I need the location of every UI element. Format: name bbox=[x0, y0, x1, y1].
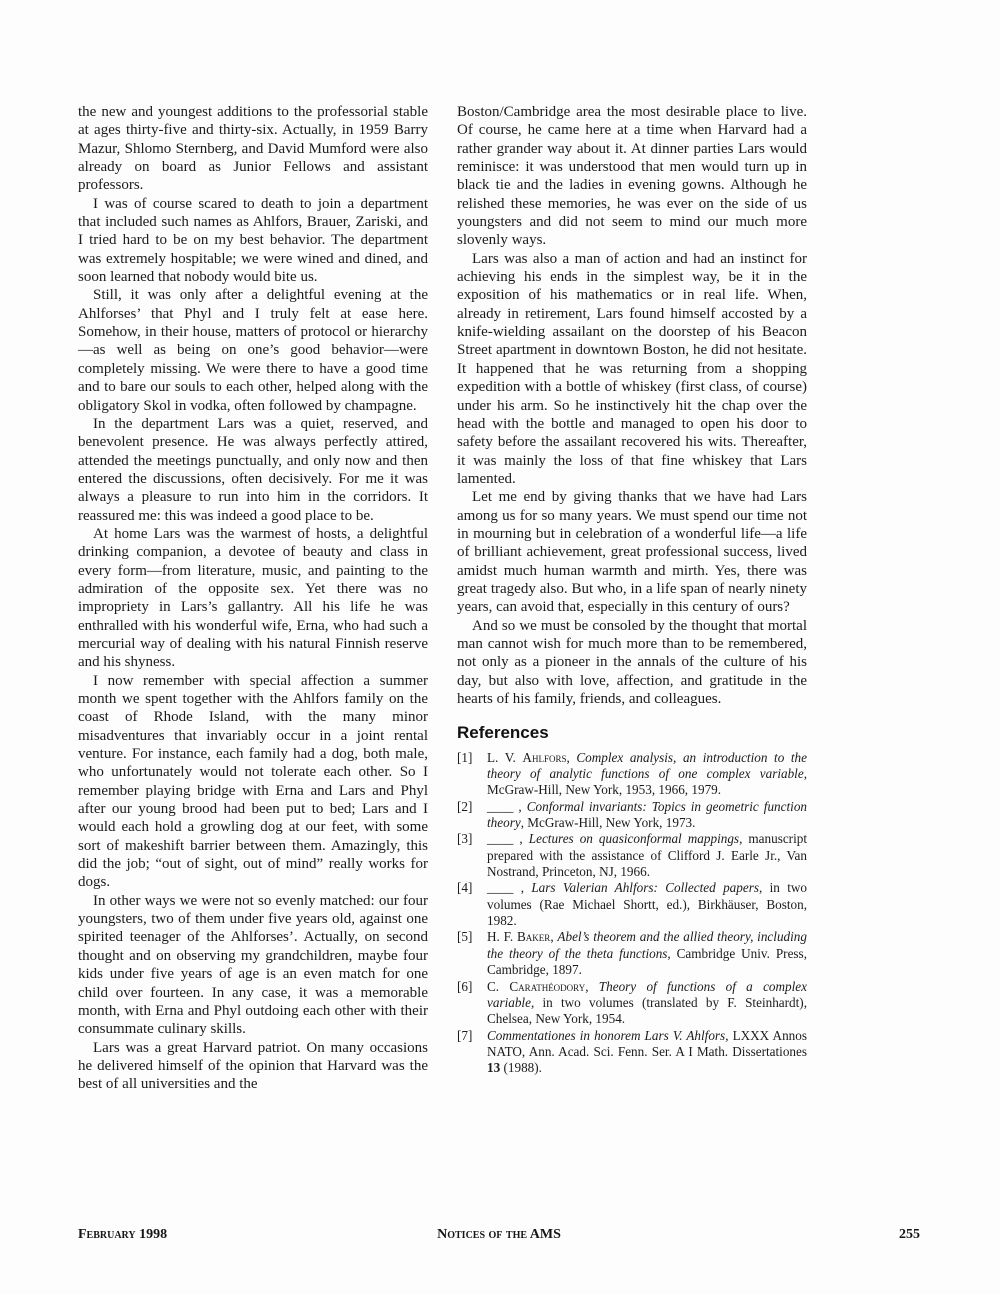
reference-label: [4] bbox=[457, 880, 473, 896]
reference-text-segment: (1988). bbox=[500, 1060, 542, 1076]
reference-text-segment: Carathéodory bbox=[509, 978, 586, 994]
reference-label: [6] bbox=[457, 978, 473, 994]
reference-text-segment: , bbox=[550, 929, 558, 945]
reference-text-segment: Lars Valerian Ahlfors: Collected papers bbox=[531, 880, 759, 896]
paragraph: Let me end by giving thanks that we have had Lars among us for so many years. We must spend our time not in mourning but in celebration of a wonderful life—a life of brilliant achievement, great professional success, lived amidst much human warmth and mirth. Yes, there was great tragedy also. But who, in a life span of nearly ninety years, can avoid that, especially in this century of ours? bbox=[457, 489, 807, 616]
reference-text-segment: , McGraw-Hill, New York, 1953, 1966, 1979. bbox=[487, 766, 807, 798]
paragraph: Lars was also a man of action and had an instinct for achieving his ends in the simplest way, be it in the exposition of his mathematics or in real life. When, already in retirement, Lars found himself accosted by a knife-wielding assailant on the doorstep of his Beacon Street apartment in downtown Boston, he did not hesitate. It happened that he was returning from a shopping expedition with a bottle of whiskey (first class, of course) under his arm. So he instinctively hit the chap over the head with the bottle and managed to open his door to safety before the assailant recovered his wits. Thereafter, it was mainly the loss of that fine whiskey that Lars lamented. bbox=[457, 250, 807, 487]
reference-item bbox=[457, 880, 807, 929]
reference-text-segment: Baker bbox=[517, 929, 551, 945]
reference-text-segment: ____ , bbox=[487, 798, 527, 814]
reference-text-segment: , LXXX Annos NATO, Ann. Acad. Sci. Fenn. Ser. A I Math. Dissertationes bbox=[487, 1027, 807, 1059]
paragraph: In other ways we were not so evenly matched: our four youngsters, two of them under five years old, against one spirited teenager of the Ahlforses’. Actually, on second thought and on observing my grandchildren, maybe four kids under five years of age is an even match for one child over fourteen. In any case, it was a memorable month, with Erna and Phyl outdoing each other with their consummate culinary skills. bbox=[78, 892, 428, 1038]
reference-text-segment: Ahlfors bbox=[522, 749, 567, 765]
paragraph: In the department Lars was a quiet, reserved, and benevolent presence. He was always perfectly attired, attended the meetings punctually, and only now and then entered the discussions, often decisively. For me it was always a pleasure to run into him in the corridors. It reassured me: this was indeed a good place to be. bbox=[78, 415, 428, 524]
footer-journal-name: Notices of the AMS bbox=[437, 1227, 561, 1242]
reference-item bbox=[457, 750, 807, 799]
reference-label: [5] bbox=[457, 929, 473, 945]
reference-text-segment: Theory of functions of a complex variable bbox=[487, 978, 808, 1010]
reference-text-segment: , bbox=[566, 749, 577, 765]
reference-text-segment: 13 bbox=[487, 1060, 501, 1076]
paragraph: Lars was a great Harvard patriot. On many occasions he delivered himself of the opinion that Harvard was the best of all universities and the bbox=[78, 1039, 428, 1093]
reference-text-segment: , McGraw-Hill, New York, 1973. bbox=[520, 815, 696, 831]
reference-label: [2] bbox=[457, 798, 473, 814]
references-heading: References bbox=[457, 723, 549, 743]
reference-text-segment: H. F. bbox=[487, 929, 518, 945]
reference-text-segment: , in two volumes (Rae Michael Shortt, ed.), Birkhäuser, Boston, 1982. bbox=[487, 880, 807, 929]
reference-text-segment: Conformal invariants: Topics in geometric function theory bbox=[487, 798, 808, 831]
reference-item bbox=[457, 979, 807, 1028]
reference-label: [3] bbox=[457, 831, 473, 847]
paragraph: And so we must be consoled by the thought that mortal man cannot wish for much more than to be remembered, not only as a pioneer in the annals of the culture of his day, but also with love, affection, and gratitude in the hearts of his family, friends, and colleagues. bbox=[457, 617, 807, 707]
reference-text-segment: Complex analysis, an introduction to the theory of analytic functions of one complex variable bbox=[487, 749, 807, 782]
reference-item bbox=[457, 1028, 807, 1077]
paragraph: I now remember with special affection a summer month we spent together with the Ahlfors family on the coast of Rhode Island, with the many minor misadventures that invariably occur in a joint rental venture. For instance, each family had a dog, both male, who unfortunately would not tolerate each other. So I remember playing bridge with Erna and Lars and Phyl after our young brood had been put to bed; Lars and I would each hold a growling dog at our feet, with some sort of makeshift barrier between them. Amazingly, this did the job; “out of sight, out of mind” really works for dogs. bbox=[78, 672, 428, 891]
right-column bbox=[457, 103, 807, 1094]
reference-text-segment: , manuscript prepared with the assistance of Clifford J. Earle Jr., Van Nostrand, Princeton, NJ, 1966. bbox=[487, 831, 807, 880]
reference-text-segment: Abel’s theorem and the allied theory, including the theory of the theta functions bbox=[487, 929, 807, 961]
reference-item bbox=[457, 929, 807, 978]
reference-text-segment: , in two volumes (translated by F. Steinhardt), Chelsea, New York, 1954. bbox=[487, 994, 807, 1027]
reference-text-segment: C. bbox=[487, 978, 510, 994]
paragraph: Still, it was only after a delightful evening at the Ahlforses’ that Phyl and I truly felt at ease here. Somehow, in their house, matters of protocol or hierarchy—as well as being on one’s good behavior—were completely missing. We were there to have a good time and to bare our souls to each other, helped along with the obligatory Skol in vodka, often followed by champagne. bbox=[78, 287, 428, 414]
reference-item bbox=[457, 831, 807, 880]
paragraph: Boston/Cambridge area the most desirable place to live. Of course, he came here at a time when Harvard had a rather grander way about it. At dinner parties Lars would reminisce: it was understood that men would turn up in black tie and the ladies in evening gowns. Although he relished these memories, he was ever on the side of us youngsters and did not seem to mind our much more slovenly ways. bbox=[457, 104, 807, 249]
reference-text-segment: ____ , bbox=[487, 831, 529, 847]
reference-label: [7] bbox=[457, 1027, 473, 1043]
reference-item bbox=[457, 799, 807, 832]
paragraph: the new and youngest additions to the professorial stable at ages thirty-five and thirty-six. Actually, in 1959 Barry Mazur, Shlomo Sternberg, and David Mumford were also already on board as Junior Fellows and assistant professors. bbox=[78, 104, 428, 194]
paragraph: At home Lars was the warmest of hosts, a delightful drinking companion, a devotee of beauty and class in every form—from literature, music, and painting to the admiration of the opposite sex. Yet there was no impropriety in Lars’s gallantry. All his life he was enthralled with his wonderful wife, Erna, who had such a mercurial way of dealing with his natural Finnish reserve and his shyness. bbox=[78, 525, 428, 671]
footer-issue-date: February 1998 bbox=[78, 1227, 168, 1242]
page-footer bbox=[78, 1227, 920, 1247]
left-column bbox=[78, 103, 428, 1094]
reference-text-segment: Lectures on quasiconformal mappings bbox=[528, 831, 740, 847]
article-body bbox=[78, 103, 807, 1094]
right-paragraphs bbox=[457, 103, 807, 708]
reference-text-segment: , bbox=[585, 978, 599, 994]
reference-list bbox=[457, 750, 807, 1077]
paragraph: I was of course scared to death to join a department that included such names as Ahlfors, Brauer, Zariski, and I tried hard to be on my best behavior. The department was extremely hospitable; we were wined and dined, and soon learned that nobody would bite us. bbox=[78, 195, 428, 286]
footer-page-number: 255 bbox=[899, 1227, 920, 1242]
reference-label: [1] bbox=[457, 749, 473, 765]
reference-text-segment: L. V. bbox=[487, 749, 523, 765]
reference-text-segment: ____ , bbox=[487, 880, 532, 896]
reference-text-segment: , Cambridge Univ. Press, Cambridge, 1897. bbox=[487, 945, 807, 978]
reference-text-segment: Commentationes in honorem Lars V. Ahlfors bbox=[487, 1027, 726, 1043]
